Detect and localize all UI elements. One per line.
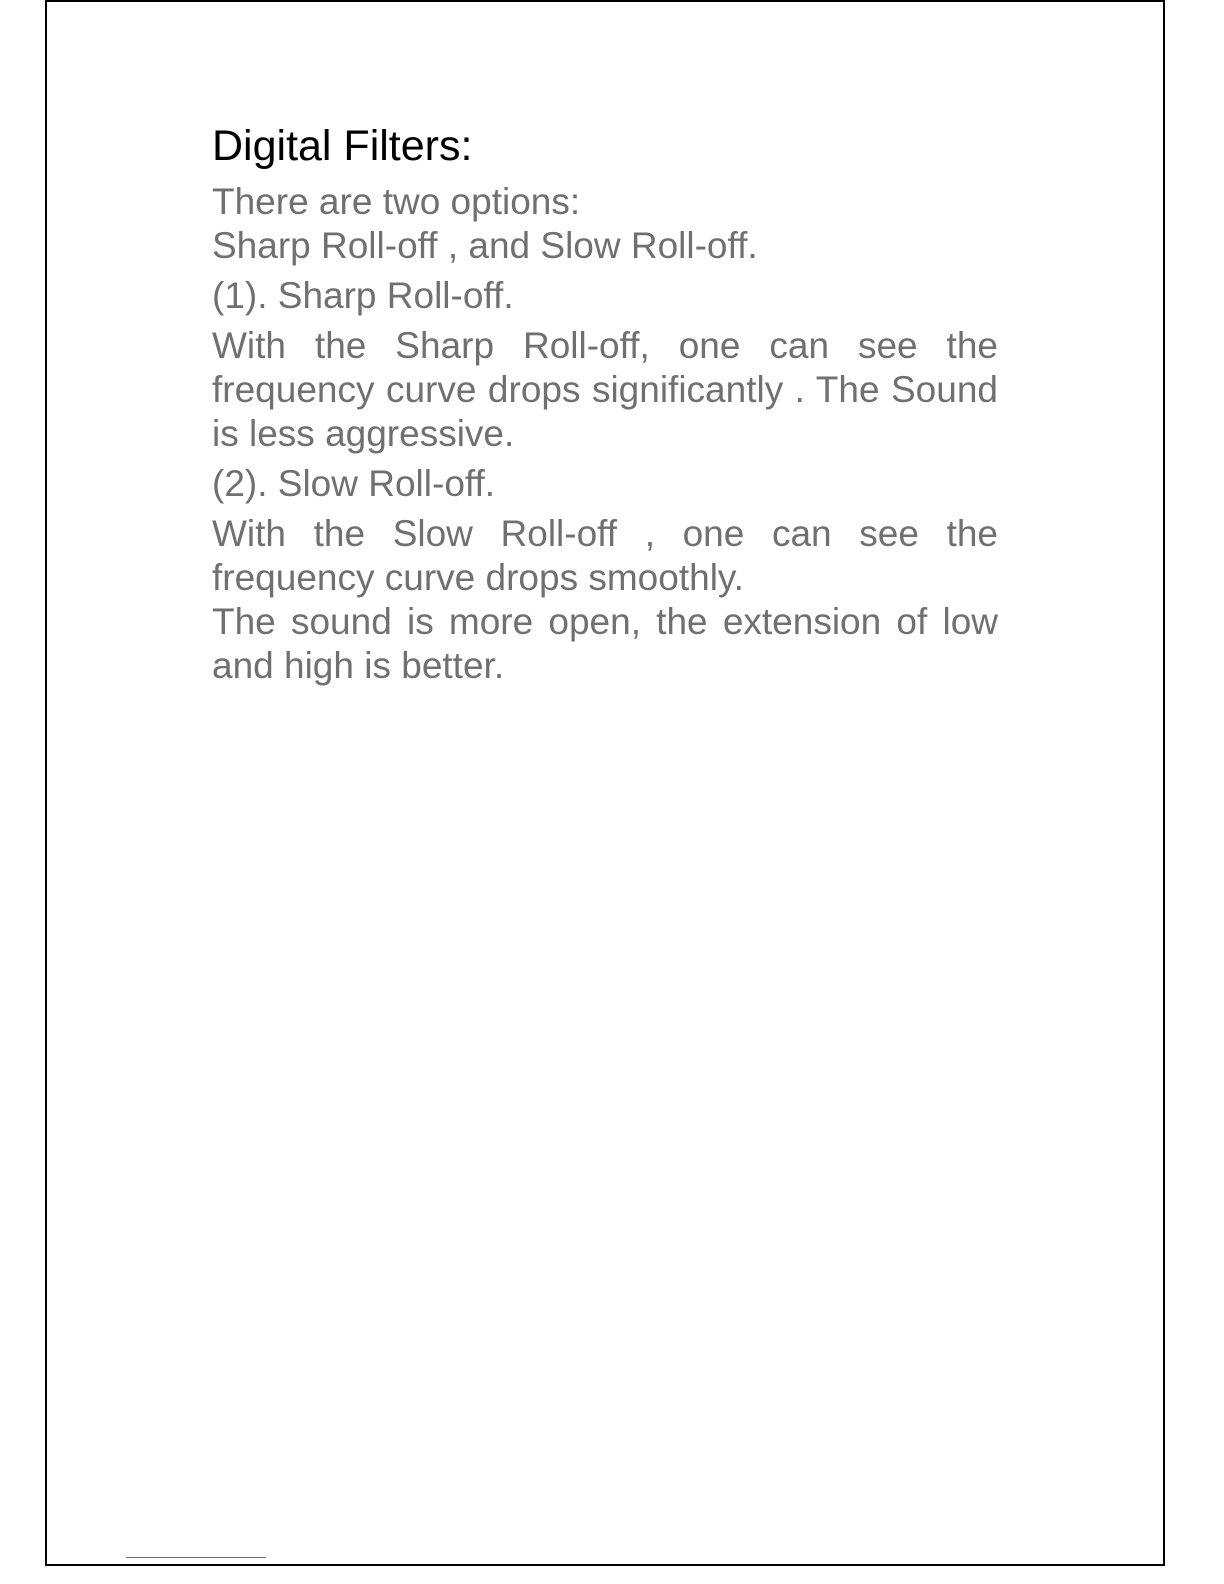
footer-rule bbox=[126, 1557, 266, 1558]
sharp-rolloff-title: (1). Sharp Roll-off. bbox=[212, 274, 514, 316]
slow-rolloff-description: With the Slow Roll-off , one can see the frequency curve drops smoothly. bbox=[212, 512, 998, 598]
slow-rolloff-title: (2). Slow Roll-off. bbox=[212, 462, 496, 504]
page-title: Digital Filters: bbox=[212, 122, 473, 170]
intro-line-1: There are two options: bbox=[212, 180, 581, 222]
sharp-rolloff-description: With the Sharp Roll-off, one can see the frequency curve drops significantly . The Sound is less aggressive. bbox=[212, 324, 998, 454]
slow-rolloff-sound-note: The sound is more open, the extension of low and high is better. bbox=[212, 600, 998, 686]
document-content bbox=[212, 120, 998, 688]
intro-line-2: Sharp Roll-off , and Slow Roll-off. bbox=[212, 224, 758, 266]
